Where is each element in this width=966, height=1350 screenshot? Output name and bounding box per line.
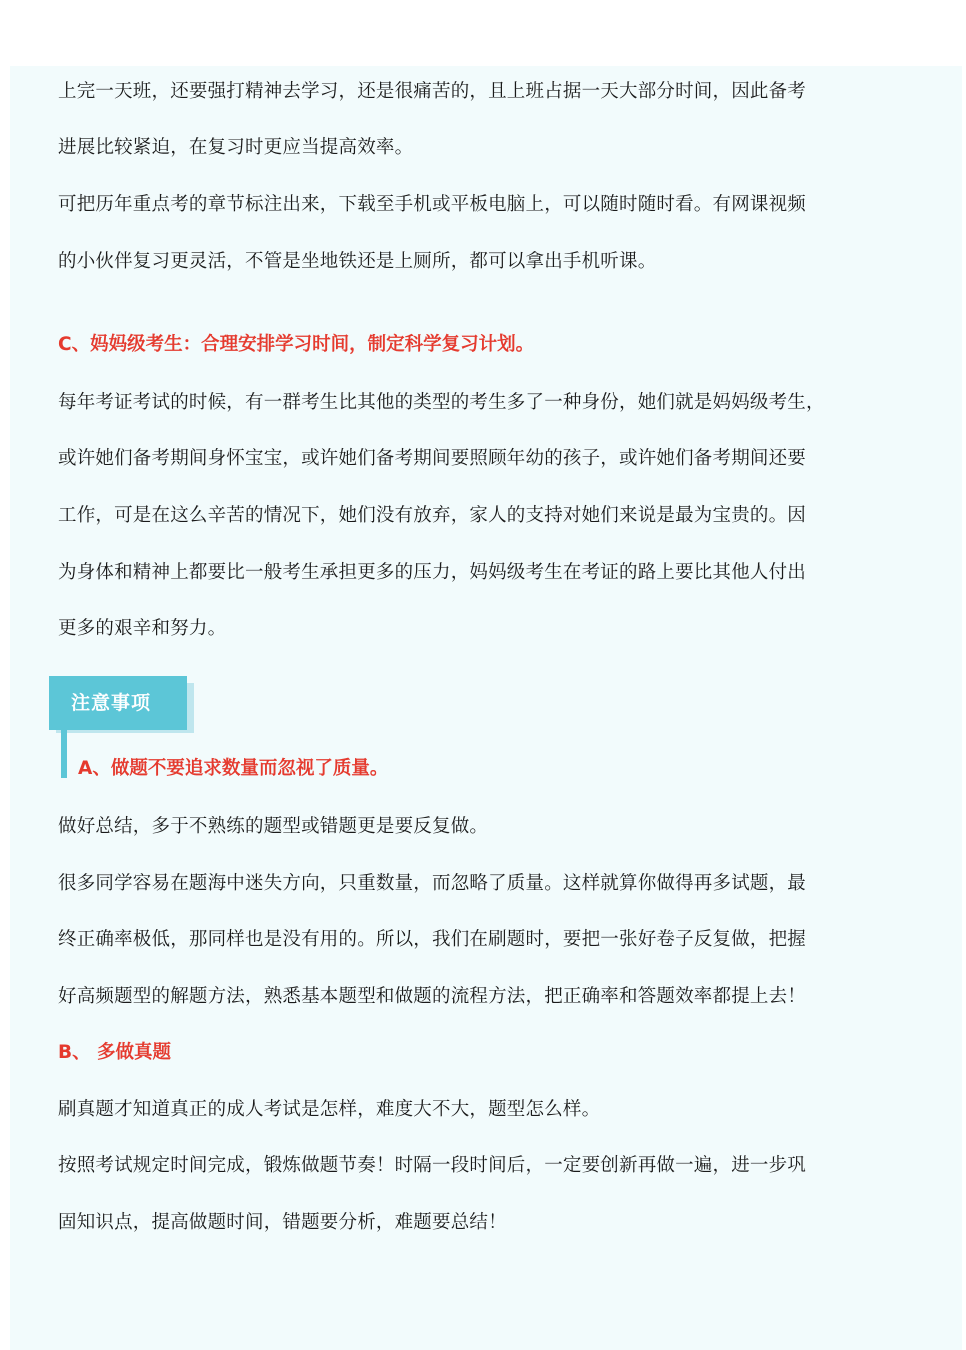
section-b-line-1: 刷真题才知道真正的成人考试是怎样，难度大不大，题型怎么样。: [58, 1099, 601, 1120]
section-c-line-5: 更多的艰辛和努力。: [58, 618, 227, 639]
intro-line-3: 可把历年重点考的章节标注出来，下载至手机或平板电脑上，可以随时随时看。有网课视频: [58, 194, 807, 215]
section-c-line-1: 每年考证考试的时候，有一群考生比其他的类型的考生多了一种身份，她们就是妈妈级考生，: [58, 392, 825, 413]
section-a-heading: A、做题不要追求数量而忽视了质量。: [78, 758, 389, 779]
section-c-heading: C、妈妈级考生：合理安排学习时间，制定科学复习计划。: [58, 334, 535, 355]
notice-badge-label: 注意事项: [49, 676, 187, 730]
section-b-heading: B、 多做真题: [58, 1042, 172, 1063]
section-c-line-4: 为身体和精神上都要比一般考生承担更多的压力，妈妈级考生在考证的路上要比其他人付出: [58, 562, 807, 583]
intro-line-1: 上完一天班，还要强打精神去学习，还是很痛苦的，且上班占据一天大部分时间，因此备考: [58, 81, 807, 102]
section-a-line-1: 做好总结，多于不熟练的题型或错题更是要反复做。: [58, 816, 489, 837]
intro-line-4: 的小伙伴复习更灵活，不管是坐地铁还是上厕所，都可以拿出手机听课。: [58, 251, 657, 272]
section-c-line-3: 工作，可是在这么辛苦的情况下，她们没有放弃，家人的支持对她们来说是最为宝贵的。因: [58, 505, 807, 526]
section-b-line-3: 固知识点，提高做题时间，错题要分析，难题要总结！: [58, 1212, 507, 1233]
section-a-line-2: 很多同学容易在题海中迷失方向，只重数量，而忽略了质量。这样就算你做得再多试题，最: [58, 873, 807, 894]
section-b-line-2: 按照考试规定时间完成，锻炼做题节奏！时隔一段时间后，一定要创新再做一遍，进一步巩: [58, 1155, 807, 1176]
notice-badge-stem: [61, 730, 67, 778]
intro-line-2: 进展比较紧迫，在复习时更应当提高效率。: [58, 137, 414, 158]
section-a-line-3: 终正确率极低，那同样也是没有用的。所以，我们在刷题时，要把一张好卷子反复做，把握: [58, 929, 807, 950]
section-a-line-4: 好高频题型的解题方法，熟悉基本题型和做题的流程方法，把正确率和答题效率都提上去！: [58, 986, 807, 1007]
section-c-line-2: 或许她们备考期间身怀宝宝，或许她们备考期间要照顾年幼的孩子，或许她们备考期间还要: [58, 448, 807, 469]
